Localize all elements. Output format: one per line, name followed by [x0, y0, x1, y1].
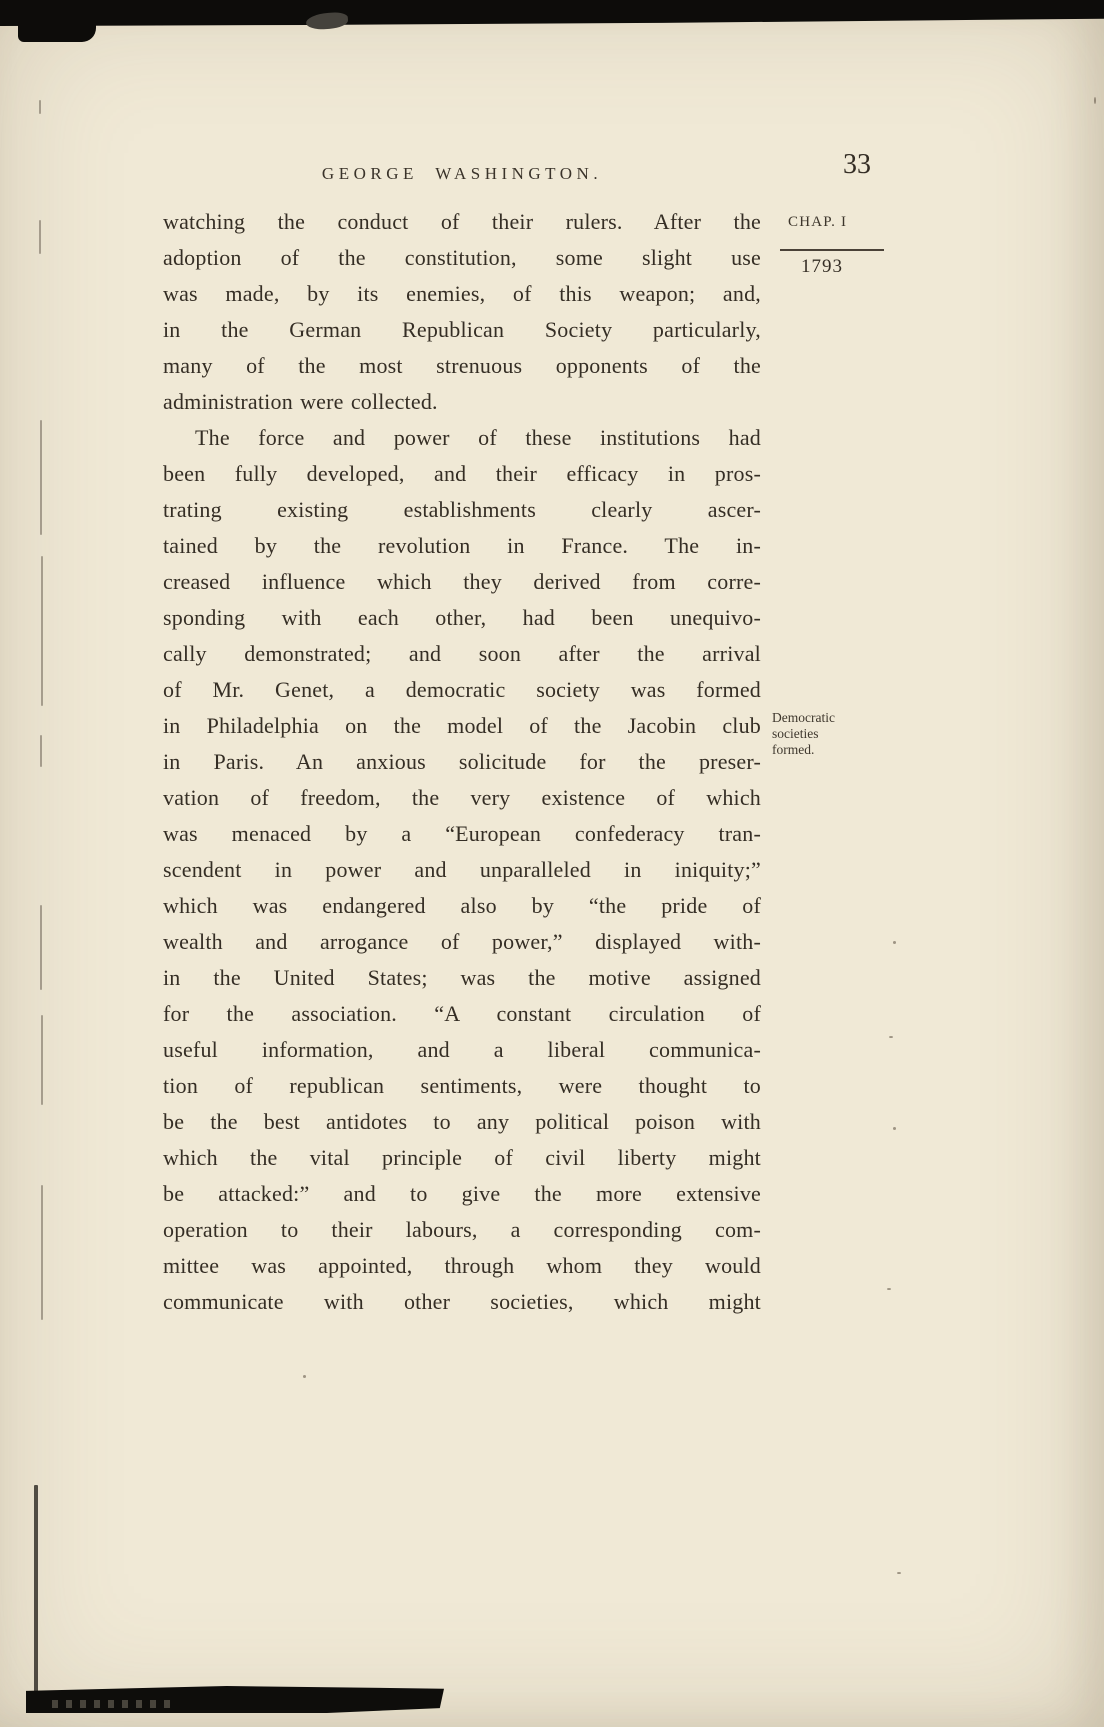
scan-speck	[303, 1375, 306, 1378]
text-line: be attacked:” and to give the more extensive	[163, 1181, 761, 1206]
scan-artifact-top-left-wedge	[18, 0, 96, 42]
year-note: 1793	[801, 256, 843, 277]
text-line: of Mr. Genet, a democratic society was formed	[163, 677, 761, 702]
scan-artifact-line	[39, 100, 41, 114]
text-line: scendent in power and unparalleled in iniquity;”	[163, 857, 761, 882]
text-line: creased influence which they derived from corre-	[163, 569, 761, 594]
text-line: mittee was appointed, through whom they would	[163, 1253, 761, 1278]
chapter-note: CHAP. I	[788, 214, 848, 230]
text-line: which was endangered also by “the pride of	[163, 893, 761, 918]
scan-artifact-bottom-marks	[52, 1700, 172, 1708]
side-note-line: formed.	[772, 742, 815, 757]
scan-artifact-top-band	[0, 0, 1104, 26]
scan-speck	[897, 1572, 901, 1574]
side-note	[772, 710, 888, 758]
text-line: wealth and arrogance of power,” displayed with-	[163, 929, 761, 954]
text-line: many of the most strenuous opponents of the	[163, 353, 761, 378]
side-note-line: societies	[772, 726, 819, 741]
text-line: tion of republican sentiments, were thought to	[163, 1073, 761, 1098]
scan-artifact-line	[41, 1185, 43, 1320]
text-line: trating existing establishments clearly ascer-	[163, 497, 761, 522]
text-line: useful information, and a liberal communica-	[163, 1037, 761, 1062]
side-note-line: Democratic	[772, 710, 835, 725]
text-line: cally demonstrated; and soon after the arrival	[163, 641, 761, 666]
scan-artifact-line	[34, 1485, 38, 1700]
scan-speck	[893, 1127, 896, 1130]
running-header	[163, 164, 761, 184]
scan-artifact-line	[39, 220, 41, 254]
text-line: adoption of the constitution, some slight use	[163, 245, 761, 270]
text-line: vation of freedom, the very existence of which	[163, 785, 761, 810]
text-line: was made, by its enemies, of this weapon; and,	[163, 281, 761, 306]
scan-artifact-line	[41, 556, 43, 706]
scan-artifact-line	[40, 420, 42, 535]
text-line: tained by the revolution in France. The in-	[163, 533, 761, 558]
text-line: The force and power of these institutions had	[195, 425, 761, 450]
body-text	[163, 204, 761, 1320]
text-line: in Paris. An anxious solicitude for the preser-	[163, 749, 761, 774]
scan-speck	[889, 1036, 893, 1038]
text-line: been fully developed, and their efficacy in pros-	[163, 461, 761, 486]
text-line: administration were collected.	[163, 389, 438, 414]
scan-artifact-line	[40, 735, 42, 767]
scan-speck	[893, 941, 896, 944]
text-line: was menaced by a “European confederacy tran-	[163, 821, 761, 846]
text-line: in Philadelphia on the model of the Jacobin club	[163, 713, 761, 738]
text-line: in the United States; was the motive assigned	[163, 965, 761, 990]
text-line: sponding with each other, had been unequivo-	[163, 605, 761, 630]
scan-speck	[887, 1288, 891, 1290]
page-number: 33	[843, 149, 871, 180]
text-line: for the association. “A constant circulation of	[163, 1001, 761, 1026]
scan-speck	[1094, 97, 1096, 104]
text-line: communicate with other societies, which might	[163, 1289, 761, 1314]
page-title: GEORGE WASHINGTON.	[321, 164, 603, 183]
text-line: which the vital principle of civil liberty might	[163, 1145, 761, 1170]
margin-rule	[780, 249, 884, 251]
text-line: watching the conduct of their rulers. After the	[163, 209, 761, 234]
text-line: operation to their labours, a corresponding com-	[163, 1217, 761, 1242]
text-line: in the German Republican Society particularly,	[163, 317, 761, 342]
scan-artifact-line	[40, 905, 42, 990]
text-line: be the best antidotes to any political poison with	[163, 1109, 761, 1134]
scan-artifact-line	[41, 1015, 43, 1105]
